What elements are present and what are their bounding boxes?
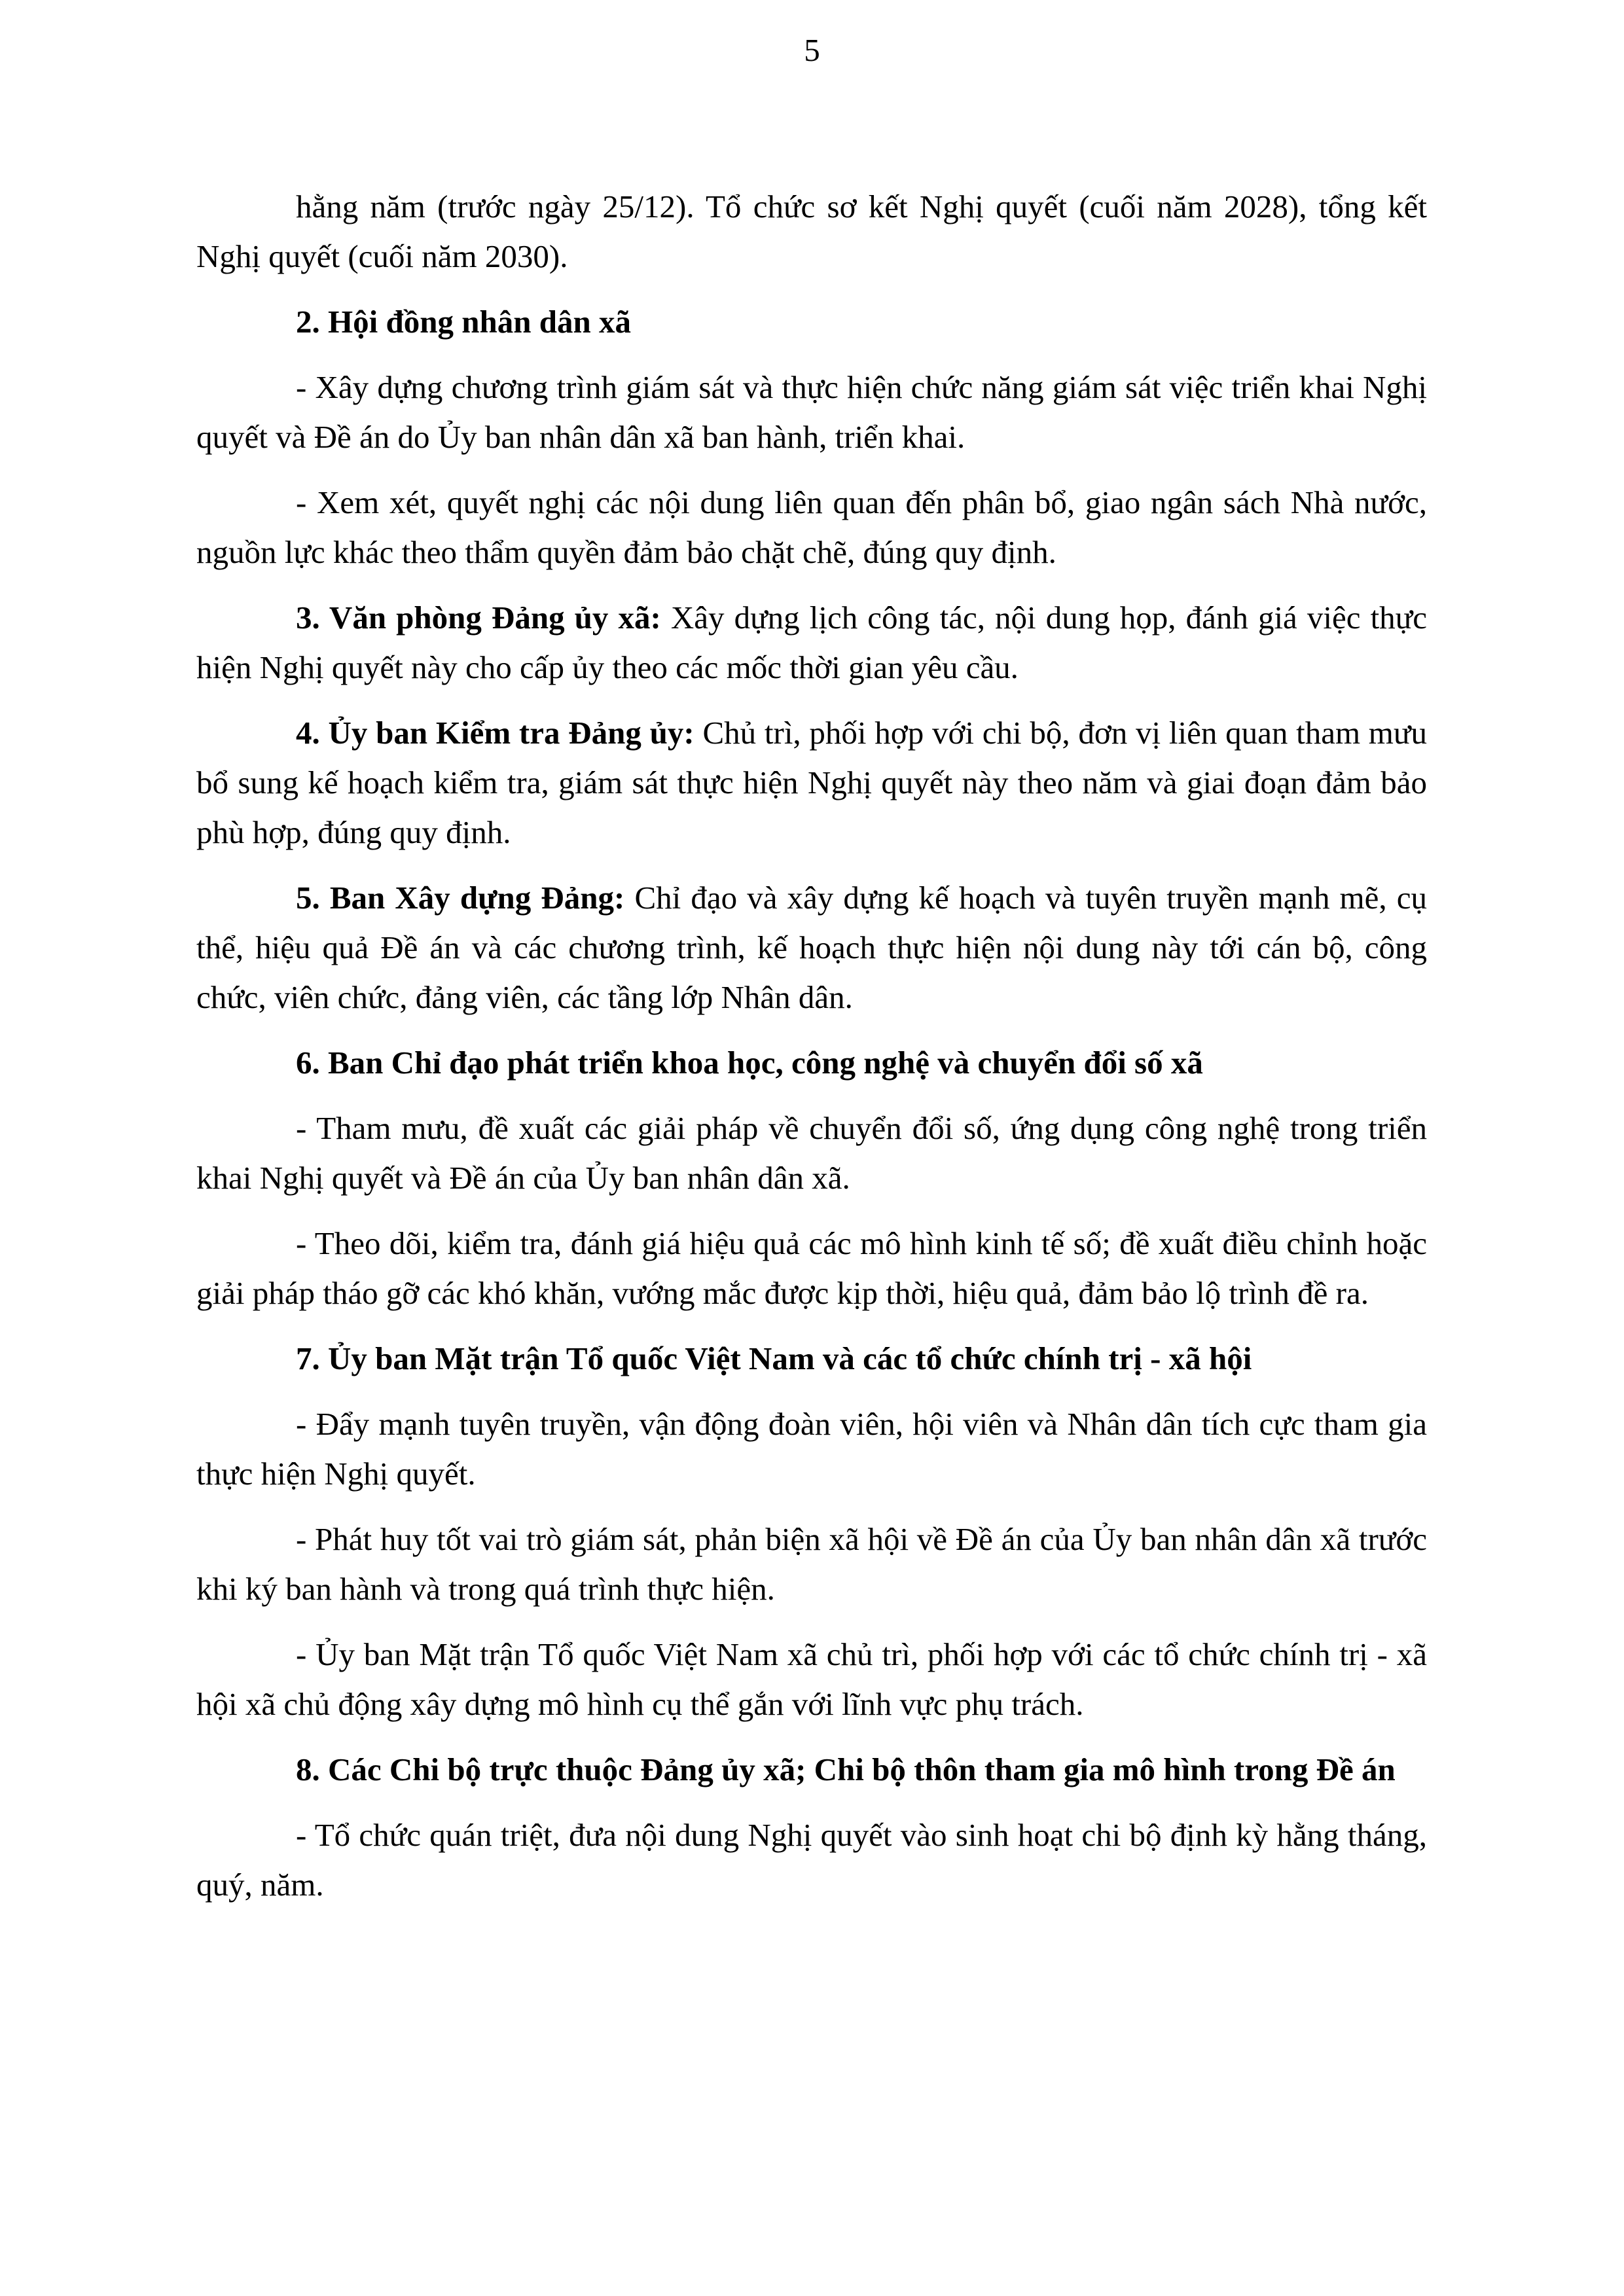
section-3-text: Xây dựng lịch công tác, nội dung họp, đánh giá việc thực hiện Nghị quyết này cho cấp ủy theo các mốc thời gian yêu cầu. xyxy=(196,600,1427,685)
paragraph-continuation xyxy=(196,182,1427,281)
page-number: 5 xyxy=(804,32,820,68)
paragraph-text: - Theo dõi, kiểm tra, đánh giá hiệu quả các mô hình kinh tế số; đề xuất điều chỉnh hoặc giải pháp tháo gỡ các khó khăn, vướng mắc được kịp thời, hiệu quả, đảm bảo lộ trình đề ra. xyxy=(196,1225,1427,1311)
document-body xyxy=(196,182,1427,1910)
heading-section-6 xyxy=(196,1038,1427,1088)
section-3-label: 3. Văn phòng Đảng ủy xã: xyxy=(296,600,661,636)
item-2-2 xyxy=(196,478,1427,577)
item-8-1 xyxy=(196,1810,1427,1910)
paragraph-text: - Phát huy tốt vai trò giám sát, phản biện xã hội về Đề án của Ủy ban nhân dân xã trước khi ký ban hành và trong quá trình thực hiện. xyxy=(196,1521,1427,1607)
section-5-text: Chỉ đạo và xây dựng kế hoạch và tuyên truyền mạnh mẽ, cụ thể, hiệu quả Đề án và các chương trình, kế hoạch thực hiện nội dung này tới cán bộ, công chức, viên chức, đảng viên, các tầng lớp Nhân dân. xyxy=(196,880,1428,1015)
item-7-2 xyxy=(196,1515,1427,1614)
paragraph-text: hằng năm (trước ngày 25/12). Tổ chức sơ kết Nghị quyết (cuối năm 2028), tổng kết Nghị quyết (cuối năm 2030). xyxy=(196,188,1427,274)
heading-text: 8. Các Chi bộ trực thuộc Đảng ủy xã; Chi bộ thôn tham gia mô hình trong Đề án xyxy=(296,1751,1396,1787)
item-2-1 xyxy=(196,363,1427,462)
item-7-3 xyxy=(196,1630,1427,1729)
paragraph-text: - Xem xét, quyết nghị các nội dung liên quan đến phân bổ, giao ngân sách Nhà nước, nguồn lực khác theo thẩm quyền đảm bảo chặt chẽ, đúng quy định. xyxy=(196,484,1427,570)
paragraph-text: - Ủy ban Mặt trận Tổ quốc Việt Nam xã chủ trì, phối hợp với các tổ chức chính trị - xã hội xã chủ động xây dựng mô hình cụ thể gắn với lĩnh vực phụ trách. xyxy=(196,1636,1427,1722)
item-6-2 xyxy=(196,1219,1427,1318)
heading-section-8 xyxy=(196,1745,1427,1795)
paragraph-text: - Xây dựng chương trình giám sát và thực hiện chức năng giám sát việc triển khai Nghị quyết và Đề án do Ủy ban nhân dân xã ban hành, triển khai. xyxy=(196,369,1427,455)
heading-section-7 xyxy=(196,1334,1427,1384)
section-4 xyxy=(196,708,1427,857)
heading-section-2 xyxy=(196,297,1427,347)
heading-text: 2. Hội đồng nhân dân xã xyxy=(296,304,631,340)
paragraph-text: - Tham mưu, đề xuất các giải pháp về chuyển đổi số, ứng dụng công nghệ trong triển khai Nghị quyết và Đề án của Ủy ban nhân dân xã. xyxy=(196,1110,1427,1196)
section-4-text: Chủ trì, phối hợp với chi bộ, đơn vị liên quan tham mưu bổ sung kế hoạch kiểm tra, giám sát thực hiện Nghị quyết này theo năm và giai đoạn đảm bảo phù hợp, đúng quy định. xyxy=(196,715,1427,850)
item-6-1 xyxy=(196,1103,1427,1203)
section-3 xyxy=(196,593,1427,692)
item-7-1 xyxy=(196,1399,1427,1499)
section-5-label: 5. Ban Xây dựng Đảng: xyxy=(296,880,625,916)
section-4-label: 4. Ủy ban Kiểm tra Đảng ủy: xyxy=(296,715,695,751)
heading-text: 6. Ban Chỉ đạo phát triển khoa học, công nghệ và chuyển đổi số xã xyxy=(296,1045,1203,1081)
section-5 xyxy=(196,873,1427,1022)
paragraph-text: - Đẩy mạnh tuyên truyền, vận động đoàn viên, hội viên và Nhân dân tích cực tham gia thực hiện Nghị quyết. xyxy=(196,1406,1427,1492)
paragraph-text: - Tổ chức quán triệt, đưa nội dung Nghị quyết vào sinh hoạt chi bộ định kỳ hằng tháng, quý, năm. xyxy=(196,1817,1427,1903)
heading-text: 7. Ủy ban Mặt trận Tổ quốc Việt Nam và các tổ chức chính trị - xã hội xyxy=(296,1340,1252,1376)
